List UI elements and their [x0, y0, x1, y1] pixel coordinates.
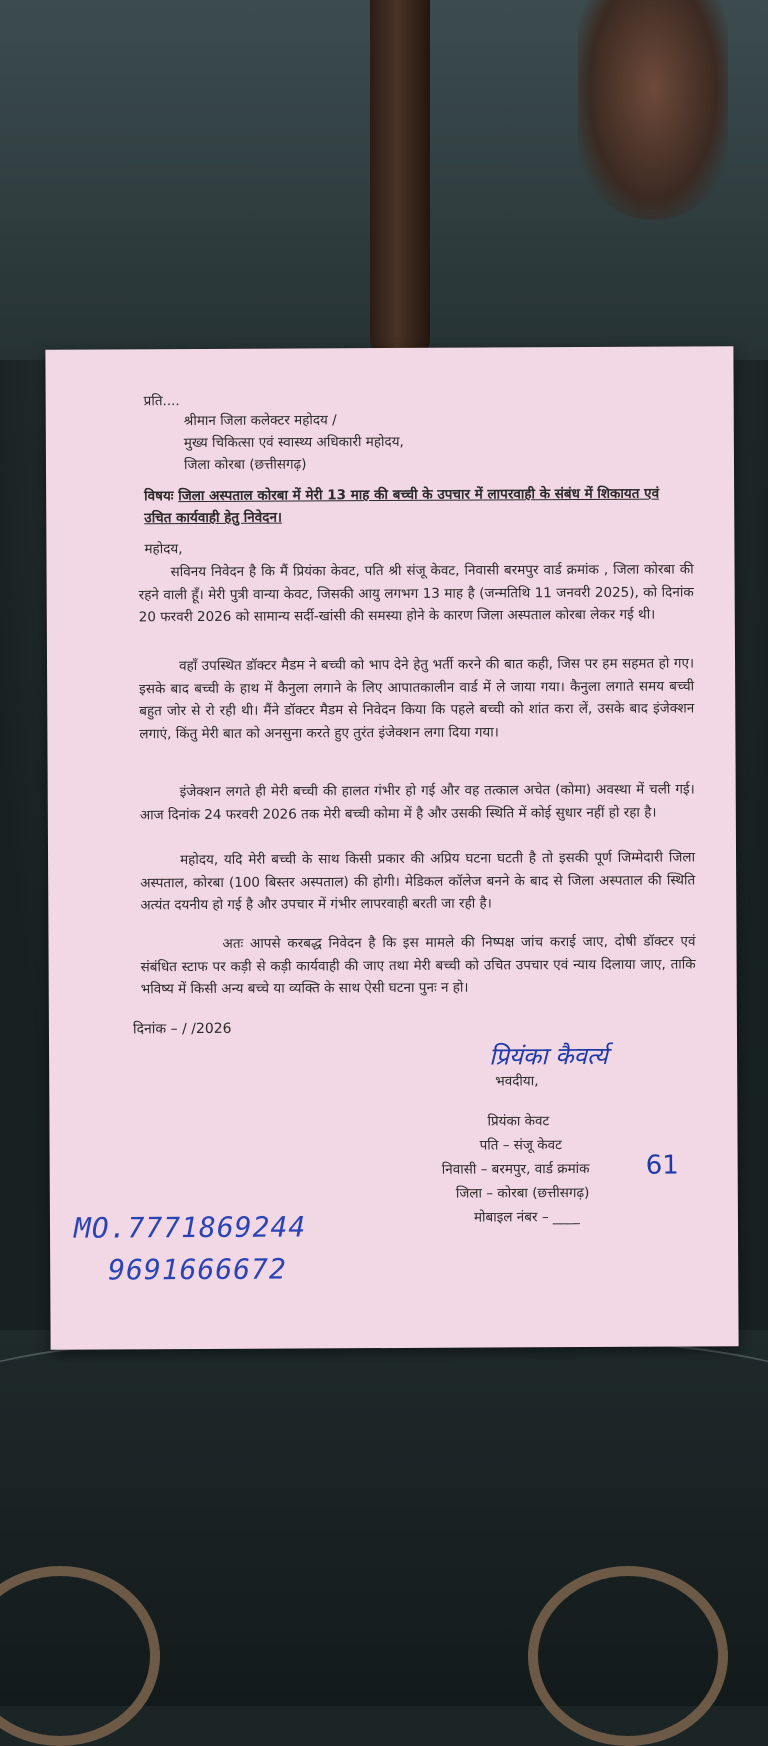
handwritten-phone-2: 9691666672	[108, 1252, 287, 1287]
background-wooden-rod	[370, 0, 430, 360]
closing: भवदीया,	[495, 1073, 539, 1090]
prati-label: प्रति....	[143, 393, 180, 410]
salutation: महोदय,	[144, 541, 183, 558]
sender-name: प्रियंका केवट	[487, 1113, 550, 1130]
paragraph-2: वहाँ उपस्थित डॉक्टर मैडम ने बच्ची को भाप देने हेतु भर्ती करने की बात कही, जिस पर हम सहमत हो गए। इसके बाद बच्ची के हाथ में कैनुला लगाने के लिए आपातकालीन वार्ड में ले जाया गया। कैनुला लगाते समय बच्ची बहुत जोर से रो रही थी। मैंने डॉक्टर मैडम से निवेदन किया कि पहले बच्ची को शांत करा लें, उसके बाद इंजेक्शन लगाएं, किंतु मेरी बात को अनसुना करते हुए तुरंत इंजेक्शन लगा दिया गया।	[139, 655, 695, 742]
letter-paper	[45, 346, 738, 1350]
paragraph-5: अतः आपसे करबद्ध निवेदन है कि इस मामले की निष्पक्ष जांच कराई जाए, दोषी डॉक्टर एवं संबंधित स्टाफ पर कड़ी से कड़ी कार्यवाही की जाए तथा मेरी बच्ची को उचित उपचार एवं न्याय दिलाया जाए, ताकि भविष्य में किसी अन्य बच्चे या व्यक्ति के साथ ऐसी घटना पुनः न हो।	[140, 933, 696, 998]
paragraph-3: इंजेक्शन लगते ही मेरी बच्ची की हालत गंभीर हो गई और वह तत्काल अचेत (कोमा) अवस्था में चली गई। आज दिनांक 24 फरवरी 2026 तक मेरी बच्ची कोमा में है और उसकी स्थिति में कोई सुधार नहीं हो रहा है।	[139, 781, 695, 823]
paragraph-1: सविनय निवेदन है कि मैं प्रियंका केवट, पति श्री संजू केवट, निवासी बरमपुर वार्ड क्रमांक , जिला कोरबा की रहने वाली हूँ। मेरी पुत्री वान्या केवट, जिसकी आयु लगभग 13 माह है (जन्मतिथि 11 जनवरी 2025), को दिनांक 20 फरवरी 2026 को सामान्य सर्दी-खांसी की समस्या होने के कारण जिला अस्पताल कोरबा लेकर गई थी।	[138, 561, 694, 626]
addressee-line-3: जिला कोरबा (छत्तीसगढ़)	[183, 456, 307, 474]
subject-label: विषयः	[144, 488, 174, 505]
date-line: दिनांक – / /2026	[132, 1020, 232, 1038]
paragraph-4: महोदय, यदि मेरी बच्ची के साथ किसी प्रकार की अप्रिय घटना घटती है तो इसकी पूर्ण जिम्मेदारी जिला अस्पताल, कोरबा (100 बिस्तर अस्पताल) की होगी। मेडिकल कॉलेज बनने के बाद से जिला अस्पताल की स्थिति अत्यंत दयनीय हो गई है और उपचार में गंभीर लापरवाही बरती जा रही है।	[140, 849, 696, 914]
handwritten-phone-1: MO.7771869244	[73, 1210, 307, 1245]
subject-text: जिला अस्पताल कोरबा में मेरी 13 माह की बच्ची के उपचार में लापरवाही के संबंध में शिकायत एवं उचित कार्यवाही हेतु निवेदन।	[144, 485, 660, 527]
addressee-line-2: मुख्य चिकित्सा एवं स्वास्थ्य अधिकारी महोदय,	[183, 433, 404, 452]
sender-district: जिला – कोरबा (छत्तीसगढ़)	[455, 1184, 590, 1202]
subject-block	[144, 482, 684, 529]
sender-mobile-label: मोबाइल नंबर – ____	[473, 1209, 580, 1226]
background-object	[578, 0, 728, 220]
handwritten-ward-number: 61	[645, 1150, 679, 1181]
chair-leg-right	[528, 1566, 728, 1746]
sender-husband: पति – संजू केवट	[479, 1137, 562, 1154]
addressee-line-1: श्रीमान जिला कलेक्टर महोदय /	[183, 412, 337, 430]
handwritten-signature: प्रियंका कैवर्त्य	[489, 1041, 608, 1071]
sender-address: निवासी – बरमपुर, वार्ड क्रमांक	[441, 1160, 590, 1178]
